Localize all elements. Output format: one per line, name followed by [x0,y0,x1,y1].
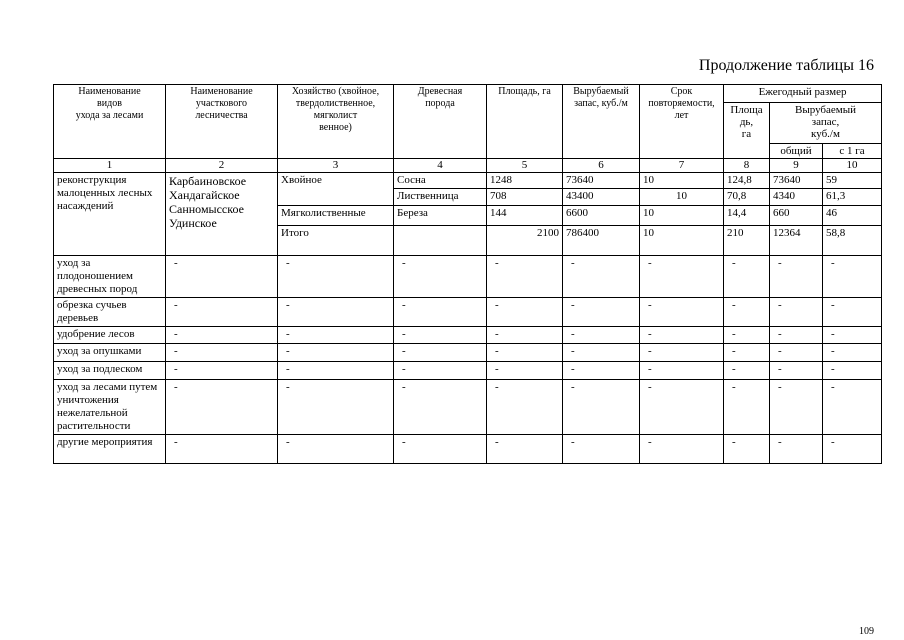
table-row [54,380,882,435]
header-care-type: Наименование видов ухода за лесами [54,85,166,159]
header-per-ha: с 1 га [823,144,882,159]
forestry-name: Санномысское [169,202,244,216]
header-stock: Вырубаемый запас, куб./м [563,85,640,159]
farm-type: Хвойное [278,173,394,206]
empty-value: - [166,256,278,298]
empty-value: - [823,362,882,380]
area-value: 1248 [487,173,563,189]
empty-value: - [770,362,823,380]
empty-value: - [394,380,487,435]
empty-value: - [166,327,278,344]
table-caption: Продолжение таблицы 16 [698,57,874,74]
column-number: 3 [278,159,394,173]
stock-value: 6600 [563,206,640,226]
annual-per-ha-value: 58,8 [823,226,882,256]
empty-value: - [724,380,770,435]
empty-value: - [487,327,563,344]
empty-value: - [724,362,770,380]
area-value: 144 [487,206,563,226]
empty-value: - [640,327,724,344]
empty-value: - [563,435,640,464]
empty-value: - [770,380,823,435]
empty-value: - [823,344,882,362]
period-value: 10 [640,189,724,206]
empty-value: - [563,298,640,327]
empty-value: - [640,344,724,362]
empty-value: - [640,435,724,464]
header-annual-stock: Вырубаемый запас, куб./м [770,103,882,144]
column-number: 7 [640,159,724,173]
empty-value: - [394,344,487,362]
annual-area-value: 124,8 [724,173,770,189]
table-row [54,435,882,464]
annual-area-value: 210 [724,226,770,256]
header-area: Площадь, га [487,85,563,159]
table-row [54,298,882,327]
column-number: 2 [166,159,278,173]
farm-type: Мягколиственные [278,206,394,226]
farm-type: Итого [278,226,394,256]
area-value: 708 [487,189,563,206]
care-type-name: удобрение лесов [54,327,166,344]
empty-value: - [487,298,563,327]
empty-value: - [166,435,278,464]
species [394,226,487,256]
column-number: 8 [724,159,770,173]
empty-value: - [278,298,394,327]
column-number: 10 [823,159,882,173]
empty-value: - [640,298,724,327]
annual-total-value: 660 [770,206,823,226]
care-type-name: реконструкция малоценных лесных насаждений [54,173,166,256]
empty-value: - [166,362,278,380]
empty-value: - [770,435,823,464]
empty-value: - [823,256,882,298]
empty-value: - [278,380,394,435]
empty-value: - [640,380,724,435]
annual-area-value: 70,8 [724,189,770,206]
care-type-name: обрезка сучьев деревьев [54,298,166,327]
empty-value: - [487,344,563,362]
column-number: 1 [54,159,166,173]
header-total: общий [770,144,823,159]
empty-value: - [724,256,770,298]
empty-value: - [724,298,770,327]
page-number: 109 [859,626,874,637]
annual-total-value: 73640 [770,173,823,189]
header-annual-area: Площа дь, га [724,103,770,159]
column-number: 6 [563,159,640,173]
stock-value: 43400 [563,189,640,206]
empty-value: - [563,327,640,344]
empty-value: - [724,327,770,344]
empty-value: - [394,327,487,344]
header-species: Древесная порода [394,85,487,159]
empty-value: - [770,344,823,362]
empty-value: - [823,298,882,327]
empty-value: - [487,435,563,464]
species: Лиственница [394,189,487,206]
table-row [54,173,882,189]
species: Береза [394,206,487,226]
column-number: 4 [394,159,487,173]
care-type-name: другие мероприятия [54,435,166,464]
empty-value: - [394,256,487,298]
empty-value: - [823,380,882,435]
empty-value: - [394,435,487,464]
empty-value: - [640,256,724,298]
period-value: 10 [640,173,724,189]
stock-value: 73640 [563,173,640,189]
empty-value: - [563,344,640,362]
annual-area-value: 14,4 [724,206,770,226]
table-row [54,327,882,344]
empty-value: - [724,344,770,362]
care-type-name: уход за плодоношением древесных пород [54,256,166,298]
empty-value: - [563,380,640,435]
empty-value: - [394,362,487,380]
column-numbers-row [54,159,882,173]
table-row [54,362,882,380]
empty-value: - [487,362,563,380]
stock-value: 786400 [563,226,640,256]
empty-value: - [724,435,770,464]
empty-value: - [487,380,563,435]
empty-value: - [278,327,394,344]
empty-value: - [770,327,823,344]
forestry-name: Удинское [169,216,217,230]
empty-value: - [563,362,640,380]
table-row [54,344,882,362]
table-row [54,256,882,298]
header-forestry: Наименование участкового лесничества [166,85,278,159]
header-period: Срок повторяемости, лет [640,85,724,159]
annual-per-ha-value: 61,3 [823,189,882,206]
empty-value: - [166,298,278,327]
species: Сосна [394,173,487,189]
empty-value: - [770,256,823,298]
column-number: 9 [770,159,823,173]
care-type-name: уход за лесами путем уничтожения нежелательной растительности [54,380,166,435]
annual-total-value: 4340 [770,189,823,206]
empty-value: - [823,327,882,344]
header-annual: Ежегодный размер [724,85,882,103]
empty-value: - [278,344,394,362]
empty-value: - [487,256,563,298]
column-number: 5 [487,159,563,173]
empty-value: - [823,435,882,464]
empty-value: - [278,362,394,380]
empty-value: - [563,256,640,298]
period-value: 10 [640,226,724,256]
forest-care-table [53,84,882,464]
care-type-name: уход за подлеском [54,362,166,380]
period-value: 10 [640,206,724,226]
care-type-name: уход за опушками [54,344,166,362]
area-value: 2100 [487,226,563,256]
empty-value: - [278,256,394,298]
forestry-list [166,173,278,256]
annual-total-value: 12364 [770,226,823,256]
empty-value: - [394,298,487,327]
forestry-name: Хандагайское [169,188,240,202]
empty-value: - [166,380,278,435]
header-farm: Хозяйство (хвойное, твердолиственное, мягколист венное) [278,85,394,159]
annual-per-ha-value: 46 [823,206,882,226]
empty-value: - [640,362,724,380]
empty-value: - [770,298,823,327]
empty-value: - [278,435,394,464]
empty-value: - [166,344,278,362]
forestry-name: Карбаиновское [169,174,247,188]
annual-per-ha-value: 59 [823,173,882,189]
